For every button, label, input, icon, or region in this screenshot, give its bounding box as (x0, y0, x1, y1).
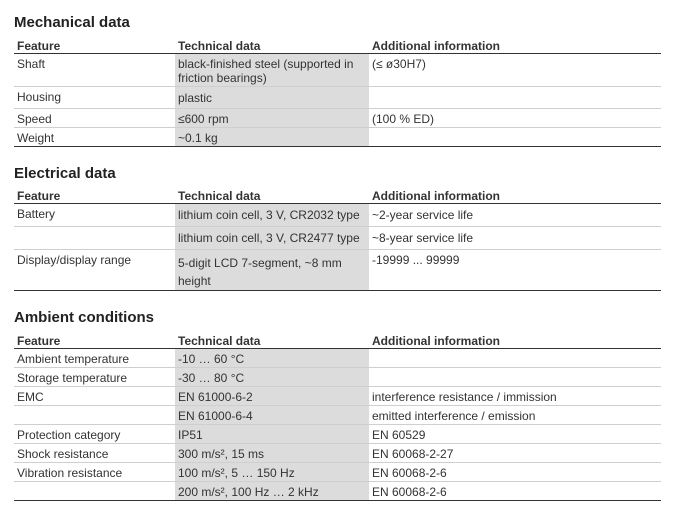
table-row (14, 227, 661, 250)
column-header-additional-information: Additional information (369, 189, 661, 204)
table-row (14, 127, 661, 146)
additional-information-cell: emitted interference / emission (369, 405, 661, 424)
feature-cell: Weight (14, 127, 175, 146)
table-row (14, 481, 661, 500)
column-header-additional-information: Additional information (369, 38, 661, 53)
additional-information-cell (369, 86, 661, 108)
technical-data-cell: EN 61000-6-4 (175, 405, 369, 424)
additional-information-cell: interference resistance / immission (369, 386, 661, 405)
table-row (14, 424, 661, 443)
feature-cell: Storage temperature (14, 367, 175, 386)
table-header-row (14, 189, 661, 204)
technical-data-cell: 100 m/s², 5 … 150 Hz (175, 462, 369, 481)
technical-data-cell: -30 … 80 °C (175, 367, 369, 386)
table-row (14, 405, 661, 424)
feature-cell: Ambient temperature (14, 348, 175, 367)
additional-information-cell: (100 % ED) (369, 108, 661, 127)
technical-data-cell: 200 m/s², 100 Hz … 2 kHz (175, 481, 369, 500)
mechanical-data-table (14, 38, 661, 147)
feature-cell: Battery (14, 204, 175, 227)
additional-information-cell: (≤ ø30H7) (369, 53, 661, 86)
feature-cell: Vibration resistance (14, 462, 175, 481)
additional-information-cell: ~8-year service life (369, 227, 661, 250)
table-header-row (14, 333, 661, 348)
technical-data-cell: 5-digit LCD 7-segment, ~8 mm height (175, 250, 369, 291)
feature-cell: Speed (14, 108, 175, 127)
section-title-electrical-data: Electrical data (14, 164, 116, 182)
feature-cell (14, 481, 175, 500)
section-title-ambient-conditions: Ambient conditions (14, 309, 154, 326)
additional-information-cell: EN 60068-2-6 (369, 462, 661, 481)
technical-data-cell: lithium coin cell, 3 V, CR2032 type (175, 204, 369, 227)
table-row (14, 386, 661, 405)
table-row (14, 250, 661, 291)
technical-data-cell: 300 m/s², 15 ms (175, 443, 369, 462)
technical-data-cell: -10 … 60 °C (175, 348, 369, 367)
additional-information-cell: ~2-year service life (369, 204, 661, 227)
ambient-conditions-table (14, 333, 661, 501)
additional-information-cell: EN 60068-2-6 (369, 481, 661, 500)
technical-data-cell: ~0.1 kg (175, 127, 369, 146)
feature-cell: Shaft (14, 53, 175, 86)
feature-cell (14, 405, 175, 424)
additional-information-cell: -19999 ... 99999 (369, 250, 661, 291)
table-row (14, 443, 661, 462)
additional-information-cell: EN 60529 (369, 424, 661, 443)
feature-cell: Shock resistance (14, 443, 175, 462)
feature-cell: Protection category (14, 424, 175, 443)
table-row (14, 204, 661, 227)
feature-cell (14, 227, 175, 250)
table-row (14, 108, 661, 127)
column-header-technical-data: Technical data (175, 189, 369, 204)
column-header-feature: Feature (14, 189, 175, 204)
additional-information-cell (369, 367, 661, 386)
section-title-mechanical-data: Mechanical data (14, 14, 130, 31)
table-row (14, 53, 661, 86)
column-header-feature: Feature (14, 38, 175, 53)
table-row (14, 462, 661, 481)
column-header-technical-data: Technical data (175, 333, 369, 348)
additional-information-cell: EN 60068-2-27 (369, 443, 661, 462)
technical-data-cell: plastic (175, 86, 369, 108)
technical-data-cell: black-finished steel (supported in friction bearings) (175, 53, 369, 86)
table-header-row (14, 38, 661, 53)
feature-cell: Housing (14, 86, 175, 108)
feature-cell: Display/display range (14, 250, 175, 291)
column-header-additional-information: Additional information (369, 333, 661, 348)
technical-data-cell: ≤600 rpm (175, 108, 369, 127)
column-header-technical-data: Technical data (175, 38, 369, 53)
technical-data-cell: IP51 (175, 424, 369, 443)
feature-cell: EMC (14, 386, 175, 405)
table-row (14, 86, 661, 108)
column-header-feature: Feature (14, 333, 175, 348)
additional-information-cell (369, 127, 661, 146)
technical-data-cell: EN 61000-6-2 (175, 386, 369, 405)
additional-information-cell (369, 348, 661, 367)
technical-data-cell: lithium coin cell, 3 V, CR2477 type (175, 227, 369, 250)
electrical-data-table (14, 189, 661, 292)
table-row (14, 367, 661, 386)
table-row (14, 348, 661, 367)
